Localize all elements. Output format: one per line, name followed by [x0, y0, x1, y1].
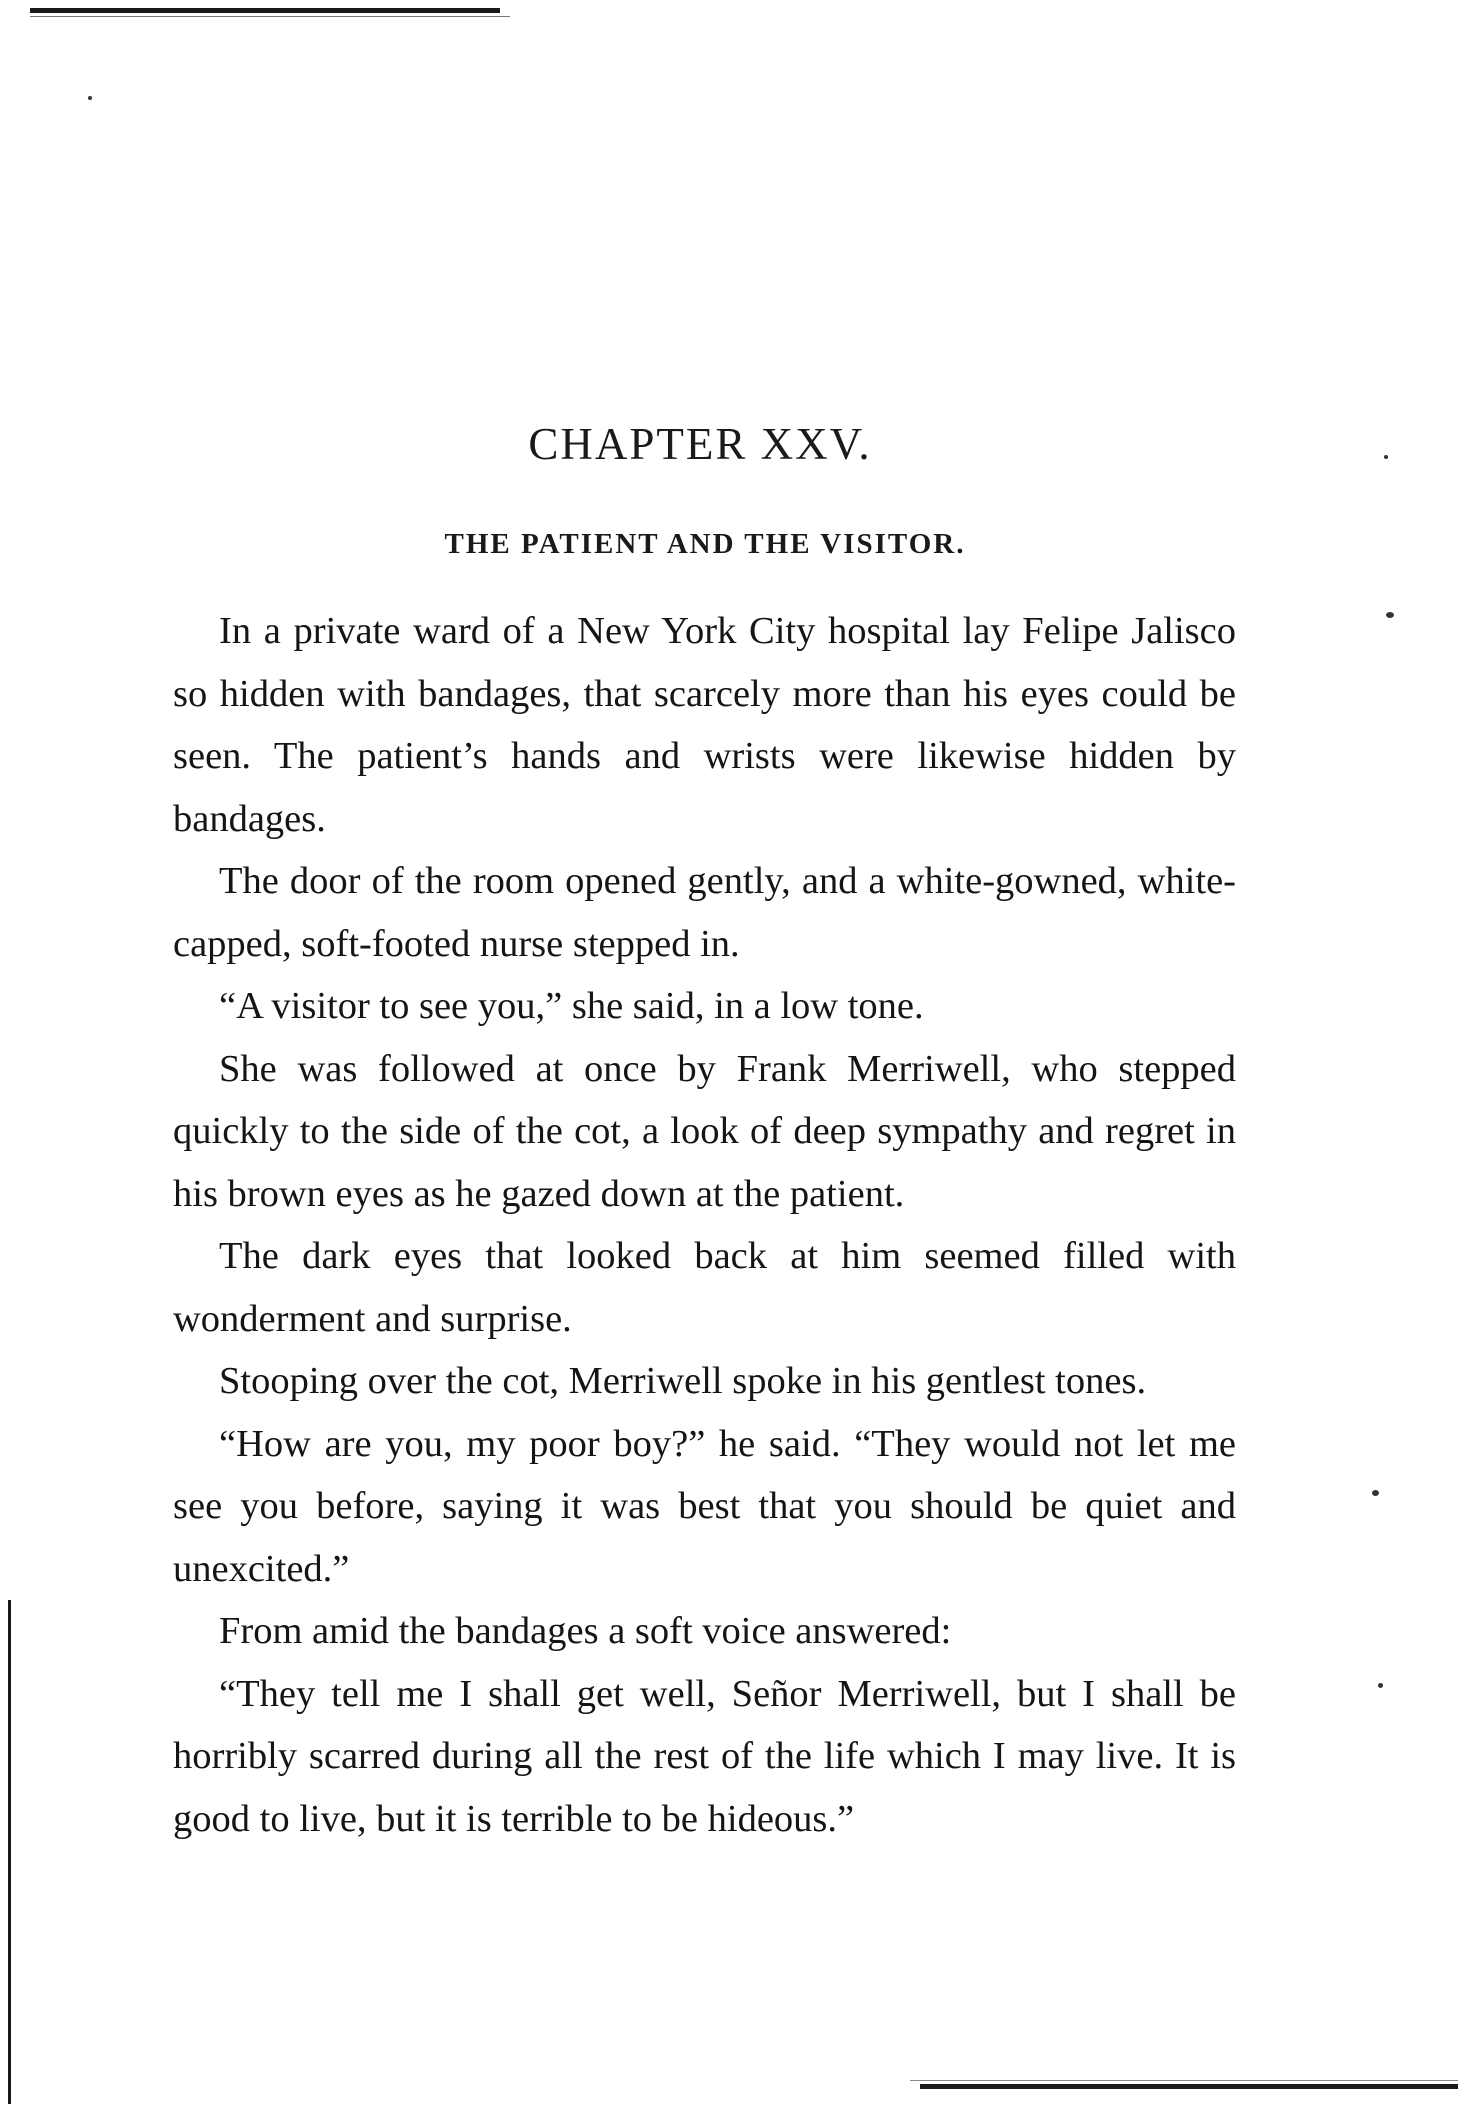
chapter-subtitle: THE PATIENT AND THE VISITOR. — [444, 528, 966, 560]
bottom-border-rule — [920, 2084, 1458, 2089]
paragraph: “How are you, my poor boy?” he said. “They would not let me see you before, saying it was best that you should be quiet and unexcited.” — [173, 1422, 1236, 1590]
top-border-rule-thin — [30, 16, 510, 17]
paragraph: “A visitor to see you,” she said, in a low tone. — [219, 985, 924, 1027]
paragraph: In a private ward of a New York City hospital lay Felipe Jalisco so hidden with bandages, that scarcely more than his eyes could be seen. The patient’s hands and wrists were likewise hidden by bandages. — [173, 610, 1236, 840]
scan-speck — [1386, 612, 1394, 618]
paragraph: “They tell me I shall get well, Señor Merriwell, but I shall be horribly scarred during all the rest of the life which I may live. It is good to live, but it is terrible to be hideous.” — [173, 1672, 1236, 1840]
paragraph: Stooping over the cot, Merriwell spoke in his gentlest tones. — [219, 1360, 1147, 1402]
paragraph: The door of the room opened gently, and a white-gowned, white-capped, soft-footed nurse stepped in. — [173, 860, 1236, 965]
paragraph: She was followed at once by Frank Merriwell, who stepped quickly to the side of the cot, a look of deep sympathy and regret in his brown eyes as he gazed down at the patient. — [173, 1047, 1236, 1215]
scan-speck — [88, 96, 92, 100]
paragraph: The dark eyes that looked back at him seemed filled with wonderment and surprise. — [173, 1235, 1236, 1340]
scan-speck — [1378, 1683, 1383, 1688]
paragraph: From amid the bandages a soft voice answered: — [219, 1610, 952, 1652]
left-page-edge — [8, 1600, 11, 2104]
chapter-body — [173, 600, 1236, 1850]
top-border-rule — [30, 8, 500, 13]
chapter-title: CHAPTER XXV. — [528, 419, 872, 469]
scan-speck — [1372, 1490, 1379, 1496]
bottom-border-rule-thin — [910, 2080, 1458, 2081]
